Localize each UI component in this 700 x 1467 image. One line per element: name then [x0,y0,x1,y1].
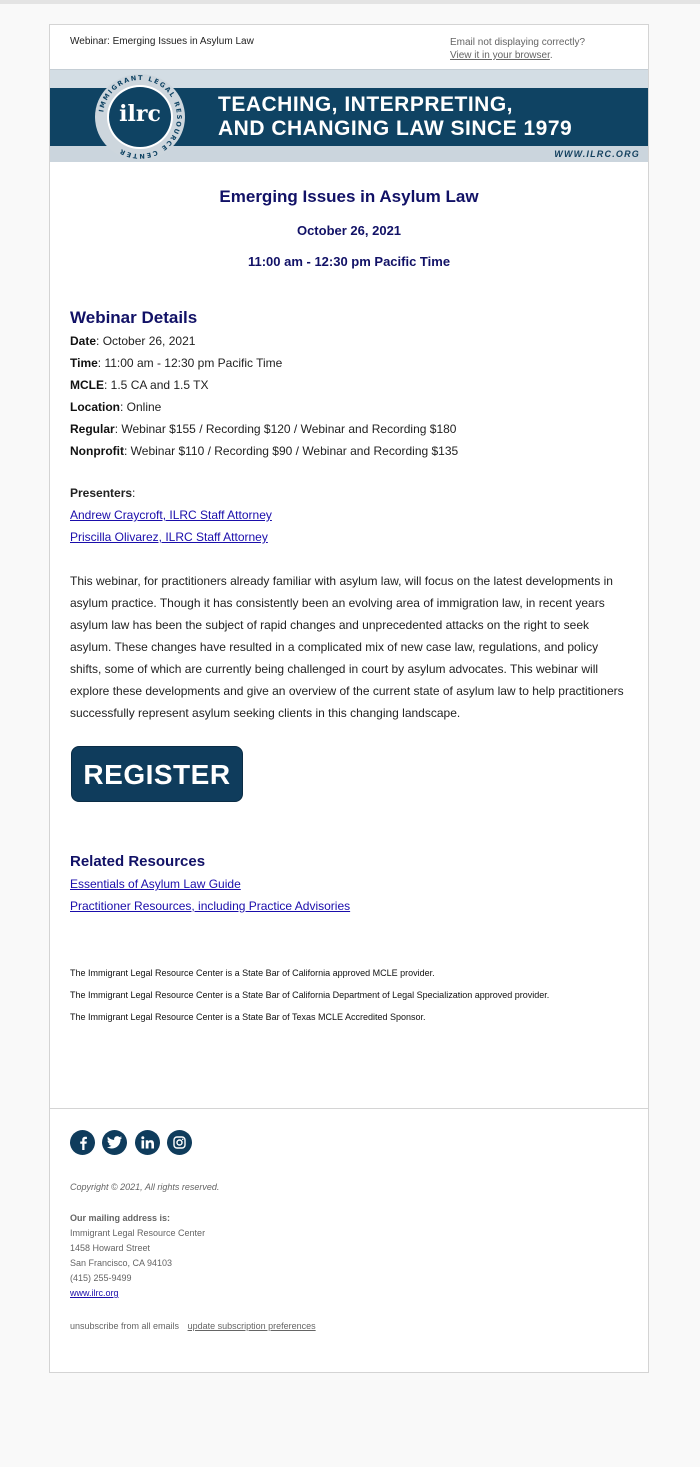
footer-divider [50,1108,648,1109]
mailing-address [70,1211,205,1301]
mailing-label: Our mailing address is: [70,1213,171,1223]
tagline-line-1: TEACHING, INTERPRETING, [218,93,514,116]
related-heading: Related Resources [70,853,206,870]
related-resources [70,851,350,917]
top-strip [0,0,700,4]
facebook-icon[interactable] [70,1130,95,1155]
mcle-notes [70,962,549,1028]
svg-text:IMMIGRANT LEGAL RESOURCE CENTE: IMMIGRANT LEGAL RESOURCE CENTER [97,74,184,160]
city: San Francisco, CA 94103 [70,1258,173,1268]
presenter-link-olivarez[interactable]: Priscilla Olivarez, ILRC Staff Attorney [70,530,268,544]
website-link[interactable]: www.ilrc.org [70,1288,119,1298]
presenters: Presenters: Andrew Craycroft, ILRC Staff Attorney Priscilla Olivarez, ILRC Staff Attorney [70,486,272,544]
unsubscribe-text[interactable]: unsubscribe from all emails [70,1321,180,1331]
detail-row-regular: Regular: Webinar $155 / Recording $120 / Webinar and Recording $180 [70,422,457,436]
update-preferences-link[interactable]: update subscription preferences [187,1321,316,1331]
mcle-note: The Immigrant Legal Resource Center is a State Bar of California Department of Legal Specialization approved provider. [70,990,550,1000]
event-title: Emerging Issues in Asylum Law [219,187,479,206]
detail-row-mcle: MCLE: 1.5 CA and 1.5 TX [70,378,209,392]
copyright: Copyright © 2021, All rights reserved. [70,1182,220,1192]
presenters-label: Presenters [70,486,133,500]
event-date: October 26, 2021 [296,223,402,238]
preheader-title: Webinar: Emerging Issues in Asylum Law [70,36,254,47]
mcle-note: The Immigrant Legal Resource Center is a State Bar of California approved MCLE provider. [70,968,435,978]
view-in-browser-link[interactable]: View it in your browser [450,50,550,61]
webinar-details [70,306,630,462]
twitter-icon[interactable] [102,1130,127,1155]
header-banner [50,69,648,162]
event-time: 11:00 am - 12:30 pm Pacific Time [247,254,451,269]
browser-view-notice: Email not displaying correctly? View it in your browser. [450,37,586,61]
linkedin-icon[interactable] [135,1130,160,1155]
street: 1458 Howard Street [70,1243,151,1253]
detail-row-date: Date: October 26, 2021 [70,334,196,348]
logo-badge [107,85,173,149]
social-links [70,1130,195,1156]
detail-row-time: Time: 11:00 am - 12:30 pm Pacific Time [70,356,283,370]
related-link-asylum-guide[interactable]: Essentials of Asylum Law Guide [70,877,241,891]
instagram-icon[interactable] [167,1130,192,1155]
related-link-practitioner-resources[interactable]: Practitioner Resources, including Practice Advisories [70,899,351,913]
detail-row-location: Location: Online [70,400,162,414]
details-heading: Webinar Details [70,308,198,327]
email-container [49,24,649,1373]
subscription-links [70,1321,316,1331]
register-button[interactable]: REGISTER [71,746,243,802]
ilrc-logo [93,74,189,160]
banner-tagline [218,93,572,141]
logo-text: ilrc [119,101,161,127]
org-name: Immigrant Legal Resource Center [70,1228,206,1238]
phone: (415) 255-9499 [70,1273,132,1283]
tagline-line-2: AND CHANGING LAW SINCE 1979 [218,117,573,140]
mcle-note: The Immigrant Legal Resource Center is a State Bar of Texas MCLE Accredited Sponsor. [70,1012,426,1022]
preheader [50,25,648,69]
detail-row-nonprofit: Nonprofit: Webinar $110 / Recording $90 / Webinar and Recording $135 [70,444,459,458]
webinar-description: This webinar, for practitioners already familiar with asylum law, will focus on the latest developments in asylum practice. Though it has consistently been an evolving area of immigration law, in recent years asylum law has been the subject of rapid changes and unprecedented attacks on the right to seek asylum. These changes have resulted in a complicated mix of new case law, regulations, and policy shifts, some of which are currently being challenged in court by asylum advocates. This webinar will explore these developments and give an overview of the current state of asylum law to help practitioners successfully represent asylum seeking clients in this changing landscape. [70,574,624,720]
banner-url: WWW.ILRC.ORG [554,149,640,159]
presenter-link-craycroft[interactable]: Andrew Craycroft, ILRC Staff Attorney [70,508,272,522]
not-displaying-text: Email not displaying correctly? [450,37,586,48]
